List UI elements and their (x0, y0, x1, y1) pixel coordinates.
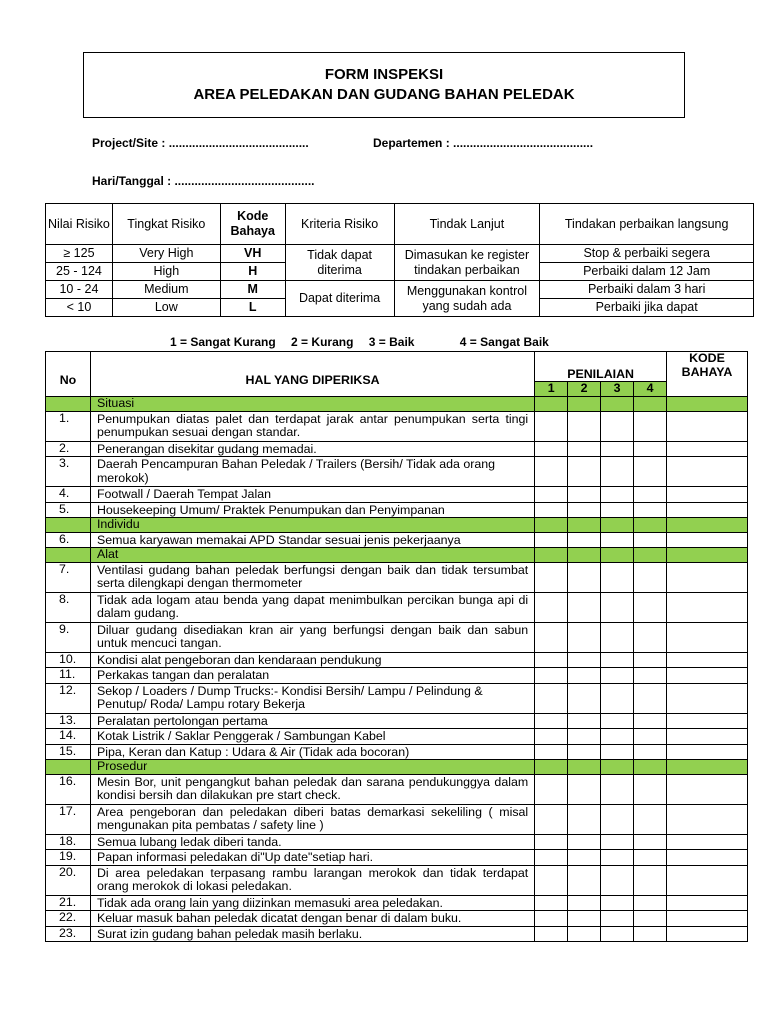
score-cell[interactable] (601, 744, 634, 760)
risk-criteria-table (45, 203, 754, 317)
kode-bahaya-cell[interactable] (667, 502, 748, 518)
kode-bahaya-cell[interactable] (667, 760, 748, 775)
item-text: Kondisi alat pengeboran dan kendaraan pendukung (90, 652, 534, 668)
section-no-cell (46, 518, 91, 533)
form-subtitle: AREA PELEDAKAN DAN GUDANG BAHAN PELEDAK (193, 86, 575, 103)
score-cell[interactable] (535, 804, 568, 834)
score-cell[interactable] (568, 518, 601, 533)
table-row (46, 865, 748, 895)
item-number: 18. (46, 834, 91, 850)
score-cell[interactable] (601, 834, 634, 850)
item-number: 5. (46, 502, 91, 518)
score-header: 2 (568, 382, 601, 397)
score-cell[interactable] (568, 592, 601, 622)
score-cell[interactable] (634, 668, 667, 684)
project-site-field[interactable]: Project/Site : .......................................... (92, 136, 309, 150)
item-text: Area pengeboran dan peledakan diberi batas demarkasi sekeliling ( misal mengunakan pita pembatas / safety line ) (90, 804, 534, 834)
score-cell[interactable] (535, 895, 568, 911)
item-text: Papan informasi peledakan di"Up date"setiap hari. (90, 850, 534, 866)
score-cell[interactable] (535, 713, 568, 729)
score-cell[interactable] (634, 744, 667, 760)
score-cell[interactable] (535, 502, 568, 518)
kode-bahaya-cell[interactable] (667, 834, 748, 850)
score-cell[interactable] (568, 411, 601, 441)
section-label: Situasi (90, 397, 534, 412)
score-cell[interactable] (535, 548, 568, 563)
score-cell[interactable] (634, 548, 667, 563)
score-cell[interactable] (634, 713, 667, 729)
score-cell[interactable] (601, 622, 634, 652)
item-number: 9. (46, 622, 91, 652)
risk-header-kode: Kode Bahaya (220, 204, 285, 245)
score-cell[interactable] (634, 911, 667, 927)
risk-tingkat: Medium (112, 281, 220, 299)
score-cell[interactable] (535, 729, 568, 745)
score-cell[interactable] (535, 911, 568, 927)
item-number: 17. (46, 804, 91, 834)
score-cell[interactable] (535, 622, 568, 652)
score-cell[interactable] (601, 668, 634, 684)
score-cell[interactable] (535, 926, 568, 942)
legend-item: 1 = Sangat Kurang (170, 335, 276, 349)
score-cell[interactable] (601, 774, 634, 804)
score-cell[interactable] (535, 397, 568, 412)
score-cell[interactable] (568, 457, 601, 487)
score-cell[interactable] (634, 804, 667, 834)
score-cell[interactable] (601, 532, 634, 548)
table-row (46, 911, 748, 927)
score-cell[interactable] (535, 562, 568, 592)
score-cell[interactable] (601, 804, 634, 834)
hari-tanggal-field[interactable]: Hari/Tanggal : .......................................... (92, 174, 315, 188)
kode-bahaya-cell[interactable] (667, 926, 748, 942)
item-number: 2. (46, 441, 91, 457)
risk-nilai: ≥ 125 (46, 245, 113, 263)
kode-bahaya-cell[interactable] (667, 774, 748, 804)
item-text: Tidak ada logam atau benda yang dapat menimbulkan percikan bunga api di dalam gudang. (90, 592, 534, 622)
table-row (46, 895, 748, 911)
header-hal: HAL YANG DIPERIKSA (90, 352, 534, 397)
kode-bahaya-cell[interactable] (667, 518, 748, 533)
score-cell[interactable] (634, 683, 667, 713)
departemen-field[interactable]: Departemen : .......................................... (373, 136, 594, 150)
score-cell[interactable] (634, 926, 667, 942)
section-row-alat (46, 548, 748, 563)
score-cell[interactable] (634, 457, 667, 487)
score-cell[interactable] (601, 895, 634, 911)
risk-nilai: < 10 (46, 299, 113, 317)
section-no-cell (46, 548, 91, 563)
score-cell[interactable] (634, 502, 667, 518)
item-number: 10. (46, 652, 91, 668)
item-text: Semua lubang ledak diberi tanda. (90, 834, 534, 850)
item-text: Tidak ada orang lain yang diizinkan memasuki area peledakan. (90, 895, 534, 911)
kode-bahaya-cell[interactable] (667, 592, 748, 622)
score-cell[interactable] (535, 865, 568, 895)
kode-bahaya-cell[interactable] (667, 532, 748, 548)
score-cell[interactable] (634, 774, 667, 804)
table-row (46, 729, 748, 745)
section-label: Individu (90, 518, 534, 533)
section-label: Prosedur (90, 760, 534, 775)
score-cell[interactable] (535, 487, 568, 503)
score-cell[interactable] (634, 622, 667, 652)
score-cell[interactable] (601, 592, 634, 622)
item-text: Keluar masuk bahan peledak dicatat dengan benar di dalam buku. (90, 911, 534, 927)
table-row (46, 926, 748, 942)
score-cell[interactable] (535, 592, 568, 622)
table-row (46, 502, 748, 518)
score-cell[interactable] (634, 834, 667, 850)
score-cell[interactable] (535, 850, 568, 866)
score-cell[interactable] (634, 850, 667, 866)
item-text: Di area peledakan terpasang rambu larangan merokok dan tidak terdapat orang merokok di lokasi peledakan. (90, 865, 534, 895)
risk-tingkat: Very High (112, 245, 220, 263)
score-cell[interactable] (568, 548, 601, 563)
score-cell[interactable] (535, 411, 568, 441)
item-text: Ventilasi gudang bahan peledak berfungsi dengan baik dan tidak tersumbat serta dilengkapi dengan thermometer (90, 562, 534, 592)
score-cell[interactable] (535, 774, 568, 804)
score-cell[interactable] (568, 397, 601, 412)
item-text: Penumpukan diatas palet dan terdapat jarak antar penumpukan serta tingi penumpukan sesuai dengan standar. (90, 411, 534, 441)
kode-bahaya-cell[interactable] (667, 744, 748, 760)
score-cell[interactable] (568, 713, 601, 729)
item-text: Kotak Listrik / Saklar Penggerak / Sambungan Kabel (90, 729, 534, 745)
score-cell[interactable] (568, 850, 601, 866)
score-legend (170, 335, 561, 349)
kode-bahaya-cell[interactable] (667, 668, 748, 684)
risk-nilai: 10 - 24 (46, 281, 113, 299)
score-cell[interactable] (568, 502, 601, 518)
item-text: Mesin Bor, unit pengangkut bahan peledak dan sarana pendukunggya dalam kondisi bersih dan dilakukan pre start check. (90, 774, 534, 804)
item-text: Footwall / Daerah Tempat Jalan (90, 487, 534, 503)
score-cell[interactable] (568, 744, 601, 760)
kode-bahaya-cell[interactable] (667, 652, 748, 668)
item-number: 7. (46, 562, 91, 592)
score-cell[interactable] (601, 760, 634, 775)
risk-kode: M (220, 281, 285, 299)
score-cell[interactable] (568, 532, 601, 548)
score-cell[interactable] (634, 729, 667, 745)
score-cell[interactable] (601, 683, 634, 713)
score-cell[interactable] (634, 562, 667, 592)
item-number: 16. (46, 774, 91, 804)
score-header: 1 (535, 382, 568, 397)
kode-bahaya-cell[interactable] (667, 562, 748, 592)
score-cell[interactable] (601, 457, 634, 487)
risk-kode: L (220, 299, 285, 317)
kode-bahaya-cell[interactable] (667, 911, 748, 927)
item-number: 21. (46, 895, 91, 911)
risk-header-perbaikan: Tindakan perbaikan langsung (540, 204, 754, 245)
score-cell[interactable] (601, 911, 634, 927)
score-cell[interactable] (535, 834, 568, 850)
score-cell[interactable] (634, 487, 667, 503)
risk-tindak: Menggunakan kontrol yang sudah ada (394, 281, 540, 317)
score-cell[interactable] (535, 457, 568, 487)
header-penilaian: PENILAIAN (535, 352, 667, 382)
risk-perbaikan: Stop & perbaiki segera (540, 245, 754, 263)
score-cell[interactable] (601, 397, 634, 412)
score-cell[interactable] (634, 411, 667, 441)
kode-bahaya-cell[interactable] (667, 457, 748, 487)
item-text: Sekop / Loaders / Dump Trucks:- Kondisi Bersih/ Lampu / Pelindung & Penutup/ Roda/ Lampu rotary Bekerja (90, 683, 534, 713)
table-row (46, 457, 748, 487)
score-cell[interactable] (568, 683, 601, 713)
kode-bahaya-cell[interactable] (667, 729, 748, 745)
score-cell[interactable] (535, 744, 568, 760)
item-text: Housekeeping Umum/ Praktek Penumpukan dan Penyimpanan (90, 502, 534, 518)
score-cell[interactable] (535, 441, 568, 457)
inspection-table (45, 351, 748, 942)
score-cell[interactable] (568, 804, 601, 834)
kode-bahaya-cell[interactable] (667, 895, 748, 911)
risk-kode: VH (220, 245, 285, 263)
section-no-cell (46, 760, 91, 775)
score-cell[interactable] (568, 911, 601, 927)
score-cell[interactable] (634, 532, 667, 548)
legend-item: 2 = Kurang (291, 335, 354, 349)
score-cell[interactable] (568, 834, 601, 850)
section-row-prosedur (46, 760, 748, 775)
kode-bahaya-cell[interactable] (667, 441, 748, 457)
item-number: 19. (46, 850, 91, 866)
score-cell[interactable] (568, 441, 601, 457)
score-cell[interactable] (568, 760, 601, 775)
score-cell[interactable] (568, 926, 601, 942)
score-cell[interactable] (601, 865, 634, 895)
risk-perbaikan: Perbaiki dalam 12 Jam (540, 263, 754, 281)
score-cell[interactable] (601, 502, 634, 518)
header-kode-bahaya: KODE BAHAYA (667, 352, 748, 397)
score-cell[interactable] (568, 895, 601, 911)
item-number: 13. (46, 713, 91, 729)
kode-bahaya-cell[interactable] (667, 804, 748, 834)
risk-kriteria: Tidak dapat diterima (285, 245, 394, 281)
score-cell[interactable] (601, 850, 634, 866)
risk-header-tindak: Tindak Lanjut (394, 204, 540, 245)
item-number: 4. (46, 487, 91, 503)
score-cell[interactable] (601, 926, 634, 942)
item-number: 8. (46, 592, 91, 622)
section-no-cell (46, 397, 91, 412)
table-row (46, 441, 748, 457)
table-row (46, 622, 748, 652)
score-cell[interactable] (601, 548, 634, 563)
score-cell[interactable] (535, 518, 568, 533)
score-cell[interactable] (634, 441, 667, 457)
score-cell[interactable] (535, 683, 568, 713)
item-text: Pipa, Keran dan Katup : Udara & Air (Tidak ada bocoran) (90, 744, 534, 760)
item-text: Semua karyawan memakai APD Standar sesuai jenis pekerjaanya (90, 532, 534, 548)
score-cell[interactable] (568, 865, 601, 895)
item-text: Perkakas tangan dan peralatan (90, 668, 534, 684)
risk-perbaikan: Perbaiki dalam 3 hari (540, 281, 754, 299)
form-title: FORM INSPEKSI (324, 66, 444, 83)
table-row (46, 850, 748, 866)
kode-bahaya-cell[interactable] (667, 850, 748, 866)
score-cell[interactable] (601, 441, 634, 457)
table-row (46, 744, 748, 760)
score-cell[interactable] (601, 562, 634, 592)
score-cell[interactable] (568, 729, 601, 745)
score-cell[interactable] (634, 592, 667, 622)
header-no: No (46, 352, 91, 397)
score-cell[interactable] (634, 397, 667, 412)
score-cell[interactable] (535, 532, 568, 548)
section-label: Alat (90, 548, 534, 563)
item-number: 12. (46, 683, 91, 713)
score-cell[interactable] (568, 774, 601, 804)
item-number: 20. (46, 865, 91, 895)
score-cell[interactable] (535, 760, 568, 775)
section-row-individu (46, 518, 748, 533)
item-number: 23. (46, 926, 91, 942)
table-row (46, 713, 748, 729)
kode-bahaya-cell[interactable] (667, 683, 748, 713)
score-cell[interactable] (568, 562, 601, 592)
item-text: Surat izin gudang bahan peledak masih berlaku. (90, 926, 534, 942)
table-row (46, 834, 748, 850)
score-cell[interactable] (568, 652, 601, 668)
kode-bahaya-cell[interactable] (667, 865, 748, 895)
item-number: 1. (46, 411, 91, 441)
item-text: Peralatan pertolongan pertama (90, 713, 534, 729)
item-number: 22. (46, 911, 91, 927)
score-cell[interactable] (634, 518, 667, 533)
risk-nilai: 25 - 124 (46, 263, 113, 281)
item-text: Penerangan disekitar gudang memadai. (90, 441, 534, 457)
table-row (46, 532, 748, 548)
form-title-box (83, 52, 685, 118)
section-row-situasi (46, 397, 748, 412)
kode-bahaya-cell[interactable] (667, 622, 748, 652)
item-number: 6. (46, 532, 91, 548)
risk-tingkat: Low (112, 299, 220, 317)
score-cell[interactable] (568, 668, 601, 684)
table-row (46, 592, 748, 622)
legend-item: 3 = Baik (368, 335, 415, 349)
kode-bahaya-cell[interactable] (667, 487, 748, 503)
table-row (46, 668, 748, 684)
table-row (46, 804, 748, 834)
legend-item: 4 = Sangat Baik (459, 335, 549, 349)
score-cell[interactable] (601, 411, 634, 441)
score-cell[interactable] (601, 487, 634, 503)
table-row (46, 683, 748, 713)
score-cell[interactable] (634, 652, 667, 668)
table-row (46, 774, 748, 804)
item-text: Diluar gudang disediakan kran air yang berfungsi dengan baik dan sabun untuk mencuci tangan. (90, 622, 534, 652)
item-number: 3. (46, 457, 91, 487)
risk-header-nilai: Nilai Risiko (46, 204, 113, 245)
risk-perbaikan: Perbaiki jika dapat (540, 299, 754, 317)
score-header: 4 (634, 382, 667, 397)
item-number: 14. (46, 729, 91, 745)
score-cell[interactable] (634, 895, 667, 911)
score-cell[interactable] (535, 668, 568, 684)
risk-header-kriteria: Kriteria Risiko (285, 204, 394, 245)
table-row (46, 411, 748, 441)
score-cell[interactable] (601, 729, 634, 745)
score-cell[interactable] (601, 652, 634, 668)
score-cell[interactable] (568, 622, 601, 652)
score-cell[interactable] (634, 760, 667, 775)
risk-header-tingkat: Tingkat Risiko (112, 204, 220, 245)
score-cell[interactable] (601, 713, 634, 729)
risk-kode: H (220, 263, 285, 281)
risk-tingkat: High (112, 263, 220, 281)
score-cell[interactable] (568, 487, 601, 503)
score-cell[interactable] (535, 652, 568, 668)
table-row (46, 487, 748, 503)
risk-kriteria: Dapat diterima (285, 281, 394, 317)
item-number: 15. (46, 744, 91, 760)
kode-bahaya-cell[interactable] (667, 397, 748, 412)
score-header: 3 (601, 382, 634, 397)
table-row (46, 562, 748, 592)
kode-bahaya-cell[interactable] (667, 713, 748, 729)
risk-tindak: Dimasukan ke register tindakan perbaikan (394, 245, 540, 281)
kode-bahaya-cell[interactable] (667, 411, 748, 441)
item-number: 11. (46, 668, 91, 684)
score-cell[interactable] (634, 865, 667, 895)
kode-bahaya-cell[interactable] (667, 548, 748, 563)
item-text: Daerah Pencampuran Bahan Peledak / Trailers (Bersih/ Tidak ada orang merokok) (90, 457, 534, 487)
score-cell[interactable] (601, 518, 634, 533)
table-row (46, 652, 748, 668)
